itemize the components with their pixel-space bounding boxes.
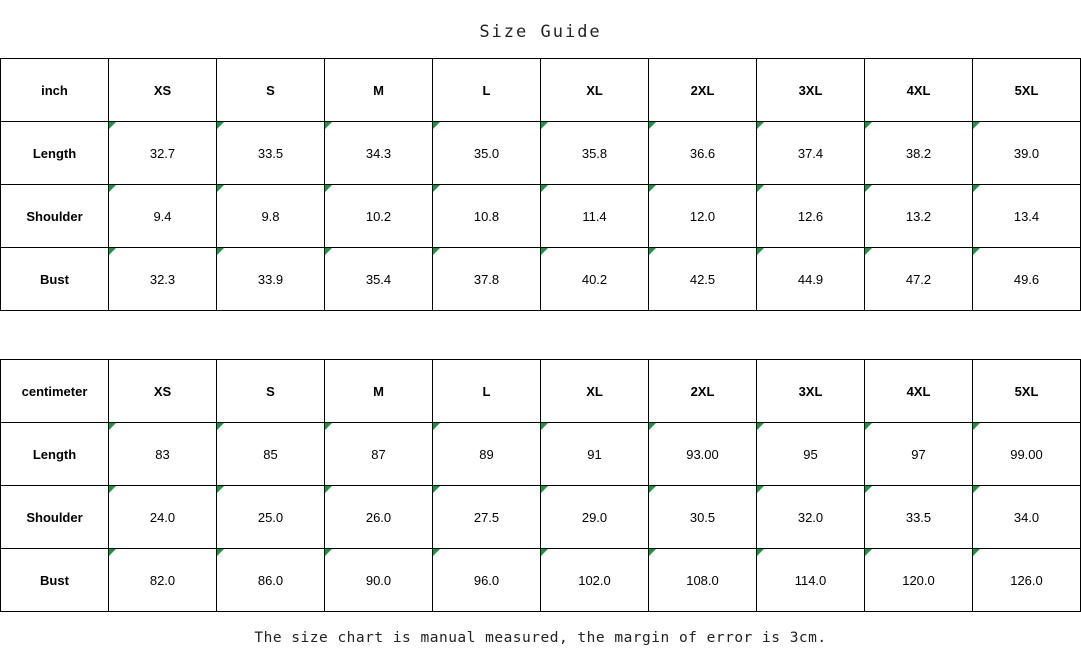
cell-value: 26.0 [325, 486, 433, 549]
cell-value: 89 [433, 423, 541, 486]
cell-value: 37.8 [433, 248, 541, 311]
cell-value: 35.4 [325, 248, 433, 311]
column-header: XS [109, 360, 217, 423]
cell-value: 29.0 [541, 486, 649, 549]
cell-value: 33.5 [217, 122, 325, 185]
cell-value: 25.0 [217, 486, 325, 549]
table-row [1, 122, 1081, 185]
cell-value: 120.0 [865, 549, 973, 612]
cell-value: 34.3 [325, 122, 433, 185]
cell-value: 11.4 [541, 185, 649, 248]
row-label: Bust [1, 549, 109, 612]
column-header: 2XL [649, 59, 757, 122]
cell-value: 90.0 [325, 549, 433, 612]
column-header: 5XL [973, 59, 1081, 122]
cell-value: 86.0 [217, 549, 325, 612]
table-separator [0, 311, 1081, 359]
cell-value: 40.2 [541, 248, 649, 311]
cell-value: 9.4 [109, 185, 217, 248]
cell-value: 38.2 [865, 122, 973, 185]
column-header: XL [541, 360, 649, 423]
table-row [1, 486, 1081, 549]
column-header: 3XL [757, 59, 865, 122]
cell-value: 83 [109, 423, 217, 486]
column-header: 3XL [757, 360, 865, 423]
cell-value: 32.3 [109, 248, 217, 311]
cell-value: 24.0 [109, 486, 217, 549]
page-title: Size Guide [479, 22, 602, 42]
cell-value: 12.0 [649, 185, 757, 248]
unit-label: centimeter [1, 360, 109, 423]
cell-value: 87 [325, 423, 433, 486]
cell-value: 27.5 [433, 486, 541, 549]
cell-value: 35.0 [433, 122, 541, 185]
cell-value: 126.0 [973, 549, 1081, 612]
column-header: L [433, 360, 541, 423]
cell-value: 99.00 [973, 423, 1081, 486]
size-table-inch [0, 58, 1081, 311]
column-header: M [325, 360, 433, 423]
column-header: 4XL [865, 59, 973, 122]
column-header: S [217, 59, 325, 122]
cell-value: 91 [541, 423, 649, 486]
row-label: Length [1, 423, 109, 486]
table-header-row [1, 360, 1081, 423]
table-row [1, 248, 1081, 311]
size-table-centimeter [0, 359, 1081, 612]
cell-value: 13.2 [865, 185, 973, 248]
cell-value: 44.9 [757, 248, 865, 311]
cell-value: 47.2 [865, 248, 973, 311]
cell-value: 9.8 [217, 185, 325, 248]
cell-value: 96.0 [433, 549, 541, 612]
cell-value: 10.8 [433, 185, 541, 248]
column-header: XL [541, 59, 649, 122]
measurement-note: The size chart is manual measured, the margin of error is 3cm. [254, 630, 827, 646]
cell-value: 13.4 [973, 185, 1081, 248]
cell-value: 34.0 [973, 486, 1081, 549]
cell-value: 97 [865, 423, 973, 486]
cell-value: 33.5 [865, 486, 973, 549]
cell-value: 35.8 [541, 122, 649, 185]
table-row [1, 185, 1081, 248]
row-label: Length [1, 122, 109, 185]
cell-value: 114.0 [757, 549, 865, 612]
column-header: 5XL [973, 360, 1081, 423]
column-header: 2XL [649, 360, 757, 423]
cell-value: 108.0 [649, 549, 757, 612]
cell-value: 32.0 [757, 486, 865, 549]
column-header: L [433, 59, 541, 122]
column-header: 4XL [865, 360, 973, 423]
cell-value: 39.0 [973, 122, 1081, 185]
cell-value: 102.0 [541, 549, 649, 612]
cell-value: 36.6 [649, 122, 757, 185]
cell-value: 85 [217, 423, 325, 486]
table-row [1, 423, 1081, 486]
row-label: Shoulder [1, 185, 109, 248]
cell-value: 12.6 [757, 185, 865, 248]
cell-value: 37.4 [757, 122, 865, 185]
cell-value: 93.00 [649, 423, 757, 486]
cell-value: 30.5 [649, 486, 757, 549]
cell-value: 33.9 [217, 248, 325, 311]
unit-label: inch [1, 59, 109, 122]
cell-value: 42.5 [649, 248, 757, 311]
cell-value: 95 [757, 423, 865, 486]
cell-value: 32.7 [109, 122, 217, 185]
row-label: Shoulder [1, 486, 109, 549]
cell-value: 49.6 [973, 248, 1081, 311]
table-header-row [1, 59, 1081, 122]
column-header: M [325, 59, 433, 122]
column-header: S [217, 360, 325, 423]
column-header: XS [109, 59, 217, 122]
cell-value: 10.2 [325, 185, 433, 248]
cell-value: 82.0 [109, 549, 217, 612]
row-label: Bust [1, 248, 109, 311]
table-row [1, 549, 1081, 612]
